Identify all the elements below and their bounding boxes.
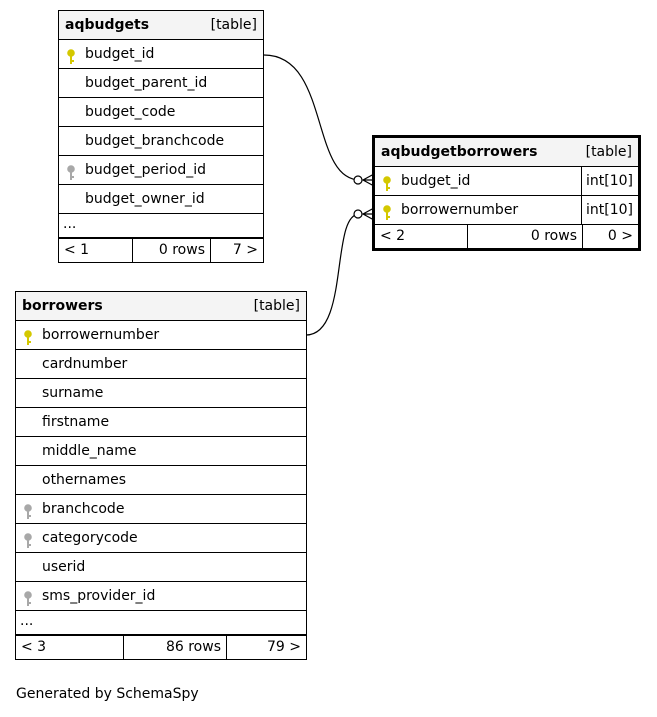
column-name: firstname	[42, 414, 110, 430]
column-row[interactable]	[16, 379, 306, 408]
foreign-key-icon	[23, 589, 33, 605]
children-count[interactable]: 79 >	[226, 636, 306, 659]
column-name: budget_period_id	[85, 162, 207, 178]
edge-aqbudgets-budget-id	[264, 55, 360, 180]
column-name: borrowernumber	[401, 202, 519, 218]
row-count: 86 rows	[123, 636, 226, 659]
table-stats	[375, 225, 638, 248]
column-name: branchcode	[42, 501, 125, 517]
column-row[interactable]	[59, 98, 263, 127]
row-count: 0 rows	[132, 239, 210, 262]
table-header	[16, 292, 306, 321]
column-row[interactable]	[59, 185, 263, 214]
table-name: aqbudgets	[65, 17, 150, 33]
table-name: aqbudgetborrowers	[381, 144, 538, 160]
column-name: budget_code	[85, 104, 176, 120]
table-aqbudgets[interactable]	[58, 10, 264, 263]
column-row[interactable]	[16, 321, 306, 350]
column-row[interactable]	[16, 408, 306, 437]
foreign-key-icon	[23, 531, 33, 547]
table-stats	[16, 635, 306, 659]
column-row[interactable]	[59, 40, 263, 69]
column-row[interactable]	[375, 196, 638, 225]
column-name: budget_id	[85, 46, 155, 62]
column-type: int[10]	[581, 196, 638, 224]
table-aqbudgetborrowers[interactable]	[372, 135, 641, 251]
edge-borrowers-borrowernumber	[306, 214, 360, 335]
column-type: int[10]	[581, 167, 638, 195]
table-stats	[59, 238, 263, 262]
table-type: [table]	[210, 17, 257, 33]
column-row[interactable]	[16, 582, 306, 611]
column-row[interactable]	[16, 350, 306, 379]
edge-zero-marker	[354, 210, 362, 218]
column-row[interactable]	[16, 553, 306, 582]
column-name: budget_id	[401, 173, 471, 189]
table-type: [table]	[585, 144, 632, 160]
table-borrowers[interactable]	[15, 291, 307, 660]
primary-key-icon	[23, 328, 33, 344]
column-name: borrowernumber	[42, 327, 160, 343]
children-count[interactable]: 7 >	[210, 239, 263, 262]
column-name: sms_provider_id	[42, 588, 156, 604]
column-row[interactable]	[16, 495, 306, 524]
table-header	[375, 138, 638, 167]
row-count: 0 rows	[467, 225, 582, 248]
table-header	[59, 11, 263, 40]
column-row[interactable]	[375, 167, 638, 196]
column-row[interactable]	[16, 466, 306, 495]
children-count[interactable]: 0 >	[582, 225, 638, 248]
column-name: budget_parent_id	[85, 75, 208, 91]
column-name: userid	[42, 559, 86, 575]
foreign-key-icon	[23, 502, 33, 518]
column-name: middle_name	[42, 443, 137, 459]
column-name: budget_owner_id	[85, 191, 205, 207]
parents-count[interactable]: < 3	[21, 639, 47, 655]
column-name: budget_branchcode	[85, 133, 225, 149]
generated-by-label: Generated by SchemaSpy	[16, 686, 199, 702]
more-columns-ellipsis: ...	[59, 214, 263, 238]
column-name: othernames	[42, 472, 127, 488]
more-columns-ellipsis: ...	[16, 611, 306, 635]
column-row[interactable]	[16, 524, 306, 553]
column-row[interactable]	[59, 69, 263, 98]
column-row[interactable]	[16, 437, 306, 466]
parents-count[interactable]: < 2	[380, 228, 406, 244]
foreign-key-icon	[66, 163, 76, 179]
edge-zero-marker	[354, 176, 362, 184]
primary-key-icon	[382, 174, 392, 190]
primary-key-icon	[66, 47, 76, 63]
parents-count[interactable]: < 1	[64, 242, 90, 258]
table-name: borrowers	[22, 298, 103, 314]
primary-key-icon	[382, 203, 392, 219]
column-name: surname	[42, 385, 104, 401]
column-name: categorycode	[42, 530, 138, 546]
column-row[interactable]	[59, 127, 263, 156]
table-type: [table]	[253, 298, 300, 314]
column-name: cardnumber	[42, 356, 128, 372]
column-row[interactable]	[59, 156, 263, 185]
